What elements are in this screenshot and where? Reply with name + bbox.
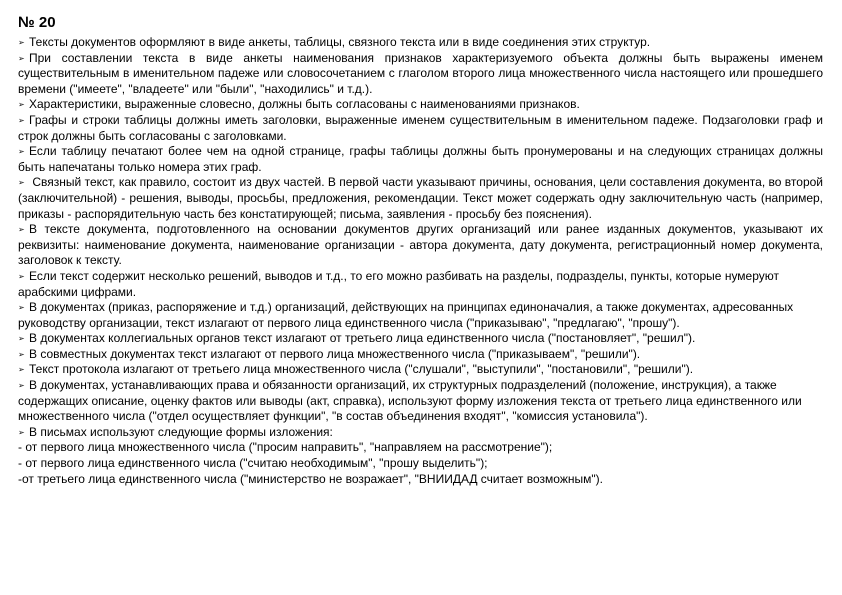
paragraph bbox=[18, 331, 823, 347]
paragraph-text: При составлении текста в виде анкеты наименования признаков характеризуемого объекта должны быть выражены именем существительным в именительном падеже или словосочетанием с глаголом второго лица множественного числа настоящего или прошедшего времени ("имеете", "владеете" или "были", "находились" и т.д.). bbox=[18, 50, 823, 96]
letter-form-item: - от первого лица множественного числа ("просим направить", "направляем на рассмотрение"); bbox=[18, 440, 553, 455]
paragraph-text: В документах коллегиальных органов текст излагают от третьего лица единственного числа ("постановляет", "решил"). bbox=[29, 331, 696, 346]
letter-form-item: - от первого лица единственного числа ("считаю необходимым", "прошу выделить"); bbox=[18, 456, 488, 471]
paragraph bbox=[18, 362, 823, 378]
paragraph-text: Текст протокола излагают от третьего лица множественного числа ("слушали", "выступили", "постановили", "решили"). bbox=[29, 362, 694, 377]
paragraph-text: Связный текст, как правило, состоит из двух частей. В первой части указывают причины, основания, цели составления документа, во второй (заключительной) - решения, выводы, просьбы, предложения, рекомендации. Текст может содержать одну заключительную часть (например, приказы - распорядительную часть без констатирующей; письма, заявления - просьбу без пояснения). bbox=[18, 175, 823, 221]
paragraph bbox=[18, 425, 823, 441]
paragraph-text: Если текст содержит несколько решений, выводов и т.д., то его можно разбивать на разделы, подразделы, пункты, которые нумеруют арабскими цифрами. bbox=[18, 268, 779, 299]
arrow-bullet-icon: ➢ bbox=[18, 147, 25, 157]
arrow-bullet-icon: ➢ bbox=[18, 53, 25, 63]
arrow-bullet-icon: ➢ bbox=[18, 381, 25, 391]
paragraph-text: В совместных документах текст излагают от первого лица множественного числа ("приказываем", "решили"). bbox=[29, 346, 641, 361]
arrow-bullet-icon: ➢ bbox=[18, 427, 25, 437]
paragraph-text: Графы и строки таблицы должны иметь заголовки, выраженные именем существительным в именительном падеже. Подзаголовки граф и строк должны быть согласованы с заголовками. bbox=[18, 112, 823, 143]
paragraph bbox=[18, 175, 823, 222]
arrow-bullet-icon: ➢ bbox=[18, 303, 25, 313]
arrow-bullet-icon: ➢ bbox=[18, 225, 25, 235]
arrow-bullet-icon: ➢ bbox=[18, 100, 25, 110]
document-page bbox=[18, 14, 823, 487]
paragraph-text: В документах (приказ, распоряжение и т.д.) организаций, действующих на принципах единоначалия, а также документах, адресованных руководству организации, текст излагают от первого лица единственного числа ("приказываю", "предлагаю", "прошу"). bbox=[18, 300, 794, 330]
paragraph bbox=[18, 35, 823, 51]
paragraph bbox=[18, 144, 823, 175]
paragraph-text: Если таблицу печатают более чем на одной странице, графы таблицы должны быть пронумерованы и на следующих страницах должны быть напечатаны только номера этих граф. bbox=[18, 144, 823, 174]
arrow-bullet-icon: ➢ bbox=[18, 38, 25, 47]
paragraph bbox=[18, 300, 823, 331]
arrow-bullet-icon: ➢ bbox=[18, 334, 25, 344]
paragraph-text: В тексте документа, подготовленного на основании документов других организаций или ранее изданных документов, указывают их реквизиты: наименование документа, наименование организации - автора документа, дату документа, регистрационный номер документа, заголовок к тексту. bbox=[18, 222, 823, 268]
paragraph bbox=[18, 51, 823, 98]
paragraph-text: Тексты документов оформляют в виде анкеты, таблицы, связного текста или в виде соединения этих структур. bbox=[29, 35, 651, 49]
paragraph bbox=[18, 378, 823, 425]
arrow-bullet-icon: ➢ bbox=[18, 349, 25, 359]
paragraph-text: Характеристики, выраженные словесно, должны быть согласованы с наименованиями признаков. bbox=[29, 97, 580, 112]
paragraph bbox=[18, 97, 823, 113]
document-title: № 20 bbox=[18, 14, 56, 31]
paragraph-text: В документах, устанавливающих права и обязанности организаций, их структурных подразделений (положение, инструкция), а также содержащих описание, оценку фактов или выводы (акт, справка), используют форму изложения текста от третьего лица единственного или множественного числа ("отдел осуществляет функции", "в состав объединения входят", "комиссия установила"). bbox=[18, 378, 802, 424]
paragraph bbox=[18, 347, 823, 363]
paragraph bbox=[18, 222, 823, 269]
arrow-bullet-icon: ➢ bbox=[18, 365, 25, 375]
arrow-bullet-icon: ➢ bbox=[18, 271, 25, 281]
paragraph bbox=[18, 113, 823, 144]
letter-form-item: -от третьего лица единственного числа ("министерство не возражает", "ВНИИДАД считает возможным"). bbox=[18, 471, 603, 486]
arrow-bullet-icon: ➢ bbox=[18, 178, 25, 188]
paragraph bbox=[18, 269, 823, 300]
paragraph-text: В письмах используют следующие формы изложения: bbox=[29, 424, 333, 439]
arrow-bullet-icon: ➢ bbox=[18, 115, 25, 125]
